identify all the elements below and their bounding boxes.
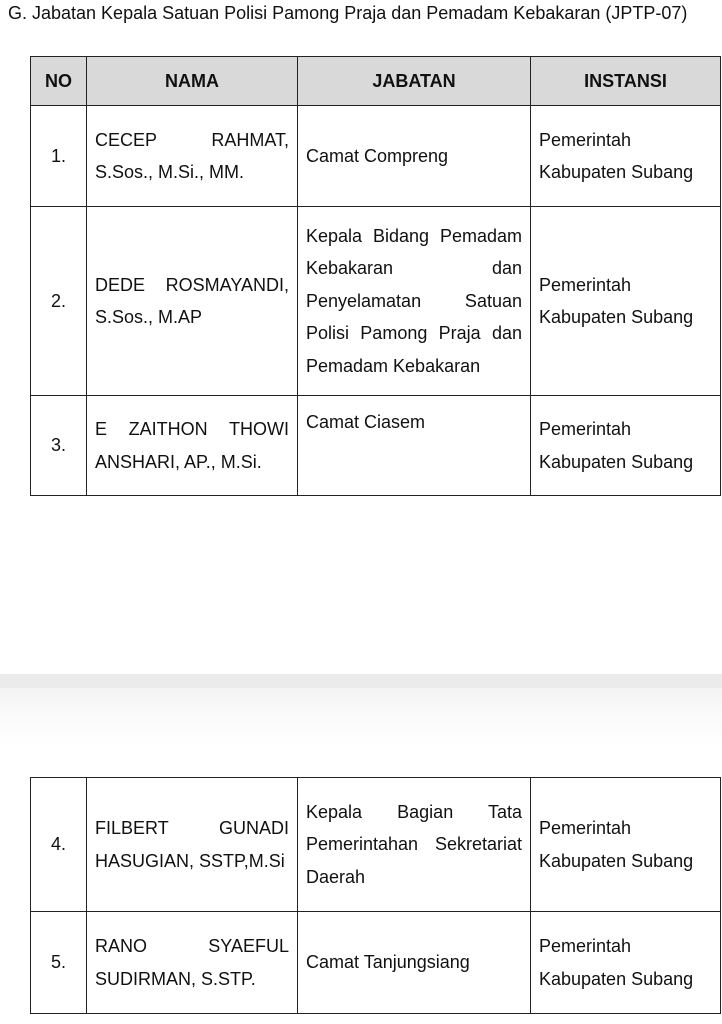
row-no: 5. <box>31 912 87 1014</box>
row-no: 1. <box>31 106 87 207</box>
row-instansi: Pemerintah Kabupaten Subang <box>531 106 721 207</box>
page-break <box>0 674 722 749</box>
row-jabatan: Camat Tanjungsiang <box>298 912 531 1014</box>
table-row <box>31 207 721 396</box>
officials-table-page-2 <box>30 777 721 1014</box>
row-jabatan: Camat Compreng <box>298 106 531 207</box>
row-no: 4. <box>31 778 87 912</box>
row-nama: FILBERT GUNADI HASUGIAN, SSTP,M.Si <box>87 778 298 912</box>
section-letter: G. <box>8 3 28 23</box>
row-instansi: Pemerintah Kabupaten Subang <box>531 396 721 496</box>
table-row <box>31 106 721 207</box>
row-nama: RANO SYAEFUL SUDIRMAN, S.STP. <box>87 912 298 1014</box>
row-no: 2. <box>31 207 87 396</box>
table-row <box>31 912 721 1014</box>
table-row <box>31 396 721 496</box>
header-no: NO <box>31 57 87 106</box>
header-nama: NAMA <box>87 57 298 106</box>
row-no: 3. <box>31 396 87 496</box>
row-nama: DEDE ROSMAYANDI, S.Sos., M.AP <box>87 207 298 396</box>
table-header-row <box>31 57 721 106</box>
row-nama: CECEP RAHMAT, S.Sos., M.Si., MM. <box>87 106 298 207</box>
header-instansi: INSTANSI <box>531 57 721 106</box>
row-jabatan: Camat Ciasem <box>298 396 531 496</box>
row-instansi: Pemerintah Kabupaten Subang <box>531 912 721 1014</box>
table-row <box>31 778 721 912</box>
page-break-band <box>0 674 722 688</box>
row-nama: E ZAITHON THOWI ANSHARI, AP., M.Si. <box>87 396 298 496</box>
section-title: Jabatan Kepala Satuan Polisi Pamong Praja dan Pemadam Kebakaran (JPTP-07) <box>32 3 688 23</box>
officials-table-page-1 <box>30 56 721 496</box>
header-jabatan: JABATAN <box>298 57 531 106</box>
row-instansi: Pemerintah Kabupaten Subang <box>531 207 721 396</box>
row-instansi: Pemerintah Kabupaten Subang <box>531 778 721 912</box>
row-jabatan: Kepala Bidang Pemadam Kebakaran dan Penyelamatan Satuan Polisi Pamong Praja dan Pemadam Kebakaran <box>298 207 531 396</box>
row-jabatan: Kepala Bagian Tata Pemerintahan Sekretariat Daerah <box>298 778 531 912</box>
